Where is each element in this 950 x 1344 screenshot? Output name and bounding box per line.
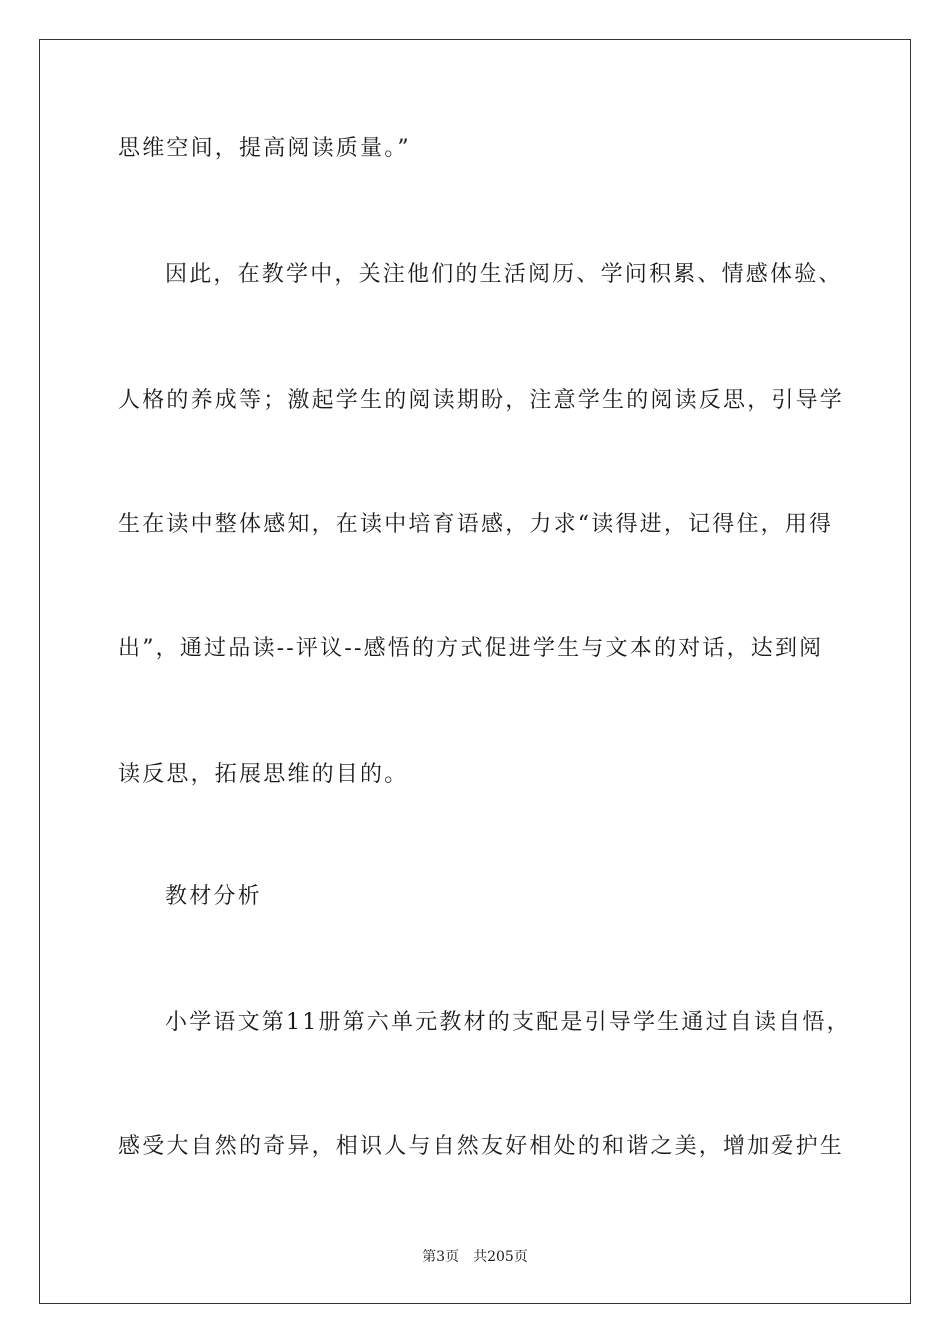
text-line-9: 感受大自然的奇异，相识人与自然友好相处的和谐之美，增加爱护生 <box>118 1134 845 1159</box>
text-line-4: 生在读中整体感知，在读中培育语感，力求“读得进，记得住，用得 <box>118 512 834 537</box>
text-line-1: 思维空间，提高阅读质量。” <box>118 136 411 161</box>
page-footer <box>0 1248 950 1266</box>
text-line-5: 出”，通过品读--评议--感悟的方式促进学生与文本的对话，达到阅 <box>118 636 824 661</box>
page-frame <box>39 39 911 1304</box>
page-number: 第3页 <box>422 1249 460 1265</box>
text-line-2: 因此，在教学中，关注他们的生活阅历、学问积累、情感体验、 <box>165 262 843 287</box>
text-line-3: 人格的养成等；激起学生的阅读期盼，注意学生的阅读反思，引导学 <box>118 388 845 413</box>
total-pages: 共205页 <box>473 1249 528 1265</box>
text-line-8: 小学语文第11册第六单元教材的支配是引导学生通过自读自悟， <box>165 1010 851 1035</box>
text-line-6: 读反思，拓展思维的目的。 <box>118 762 409 787</box>
section-heading: 教材分析 <box>165 884 262 909</box>
